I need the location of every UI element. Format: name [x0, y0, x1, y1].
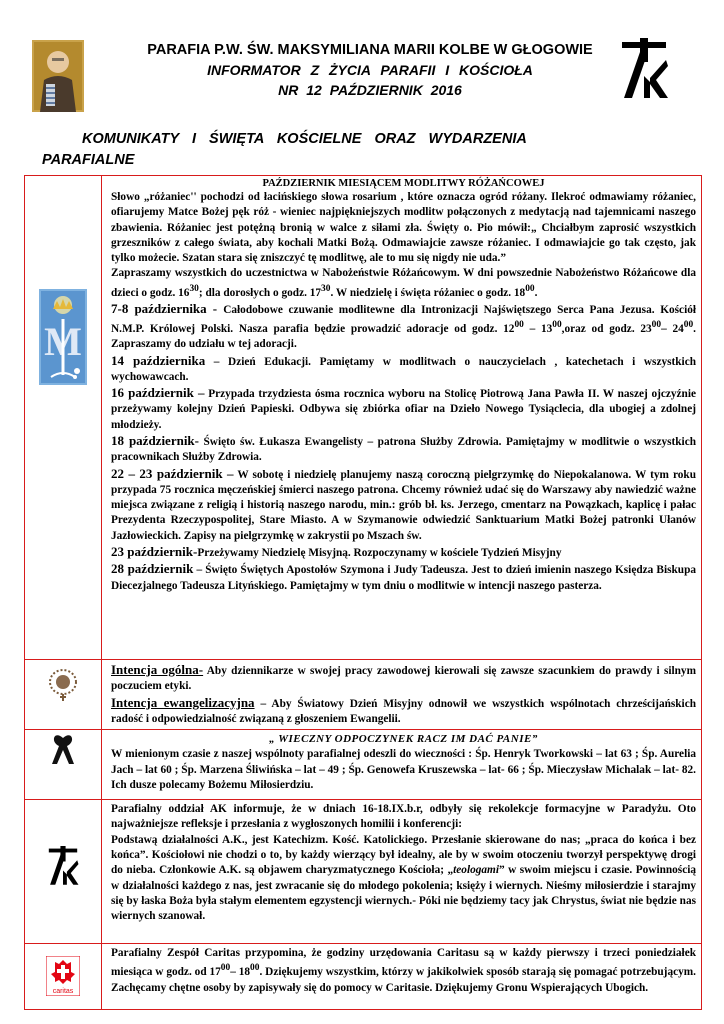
event-adoration: 7-8 października - Całodobowe czuwanie modlitewne dla Intronizacji Najświętszego Serca Pana Jezusa. Kościół N.M.P. Królowej Polski. Nasza parafia będzie prowadzić adoracje od godz. $12^{00}$ – $13^{00},oraz$ od godz. $23^{00}-$ $24^{00}$. Zapraszamy do udziału w tej adoracji. [111, 300, 696, 351]
svg-text:caritas: caritas [52, 988, 74, 996]
ak-content [102, 800, 702, 944]
caritas-logo-icon [25, 956, 101, 996]
rosary-intro: Słowo „różaniec'' pochodzi od łacińskiego słowa rosarium , które oznacza ogród różany. Ilekroć odmawiamy różaniec, ofiarujemy Matce Bożej pęk róż - wieniec najpiękniejszych modlitw połączonych z medytacją nad tajemnicami naszego zbawienia. Różaniec jest potężną bronią w walce z siłami zła. Święty o. Pio mówił:„ Chciałbym zaprosić wszystkich grzeszników z całego świata, aby kochali Matki Bożą. Odmawiajcie zawsze różaniec. I odmawiajcie go tak często, jak tylko możecie. Szatan stara się zniszczyć tę modlitwę, ale to mu się nigdy nie uda.” [111, 191, 696, 265]
intentions-icon-cell [25, 660, 102, 730]
evangelization-intention: Intencja ewangelizacyjna – Aby Światowy Dzień Misyjny odnowił we wszystkich wspólnotach chrześcijańskich radość i odpowiedzialność związaną z głoszeniem Ewangelii. [111, 694, 696, 725]
akcja-katolicka-logo-icon [25, 846, 101, 886]
mourning-content [102, 730, 702, 800]
mourning-row [25, 730, 702, 800]
section-title-continued: PARAFIALNE [42, 152, 135, 168]
section-title: KOMUNIKATY I ŚWIĘTA KOŚCIELNE ORAZ WYDARZENIA [82, 131, 527, 147]
event-st-luke: 18 październik- Święto św. Łukasza Ewangelisty – patrona Służby Zdrowia. Pamiętajmy w modlitwie o wszystkich pracownikach Służby Zdrowia. [111, 432, 696, 464]
caritas-icon-cell [25, 944, 102, 1010]
rosary-row [25, 176, 702, 660]
event-mission-sunday: 23 październik-Przeżywamy Niedzielę Misyjną. Rozpoczynamy w kościele Tydzień Misyjny [111, 544, 562, 560]
ak-announcement: Parafialny oddział AK informuje, że w dniach 16-18.IX.b.r, odbyły się rekolekcje formacyjne w Paradyżu. Oto najważniejsze refleksje i przesłania z wygłoszonych homilii i konferencji: [111, 803, 696, 831]
rosary-invitation: Zapraszamy wszystkich do uczestnictwa w Nabożeństwie Różańcowym. W dni powszednie Nabożeństwo Różańcowe dla dzieci o godz. $16^{30}$; dla dorosłych o godz. $17^{30}$. W niedzielę i święta różaniec o godz. $18^{00}$. [111, 267, 696, 299]
svg-text:M: M [44, 319, 82, 364]
rosary-icon-cell [25, 176, 102, 660]
event-pilgrimage: 22 – 23 październik – W sobotę i niedzielę planujemy naszą coroczną pielgrzymkę do Niepokalanowa. W tym roku przypada 75 rocznica męczeńskiej śmierci naszego patrona. Chcemy również udać się do Warszawy aby nawiedzić ważne miejsca związane z religią i historią naszego narodu, min.: grób bł. ks. Jerzego, cmentarz na Powązkach, kaplicę i pałac Prezydenta Rzeczypospolitej, Stare Miasto. A w Szymanowie odwiedzić Sanktuarium Matki Bożej patronki Ułanów Jazłowieckich. Zapisy na pielgrzymkę w zakrystii po Mszach św. [111, 465, 696, 542]
rosary-icon [25, 666, 101, 702]
newsletter-subtitle: INFORMATOR Z ŻYCIA PARAFII I KOŚCIOŁA [207, 62, 533, 78]
mourning-icon-cell [25, 730, 102, 800]
caritas-row [25, 944, 702, 1010]
event-papal-day: 16 październik – Przypada trzydziesta ósma rocznica wyboru na Stolicę Piotrową Jana Pawła II. W naszej ojczyźnie przeżywamy kolejny Dzień Papieski. Odbywa się zbiórka ofiar na Dzieło Nowego Tysiąclecia, dla ubogiej a zdolnej młodzieży. [111, 385, 696, 431]
mourning-ribbon-icon [25, 732, 101, 766]
intentions-content [102, 660, 702, 730]
ak-row [25, 800, 702, 944]
mourning-text: W mienionym czasie z naszej wspólnoty parafialnej odeszli do wieczności : Śp. Henryk Tworkowski – lat 63 ; Śp. Aurelia Jach – lat 60 ; Śp. Marzena Śliwińska – lat – 49 ; Śp. Genowefa Kruszewska – lat- 66 ; Śp. Mieczysław Michalak – lat- 82. Ich dusze polecamy Bożemu Miłosierdziu. [111, 748, 696, 792]
caritas-content [102, 944, 702, 1010]
rosary-title: PAŹDZIERNIK MIESIĄCEM MODLITWY RÓŻAŃCOWEJ [262, 178, 545, 189]
issue-number: NR 12 PAŹDZIERNIK 2016 [278, 82, 462, 98]
ak-icon-cell [25, 800, 102, 944]
event-education-day: 14 października – Dzień Edukacji. Pamiętamy w modlitwach o nauczycielach , katechetach i wszystkich wychowawcach. [111, 352, 696, 383]
marian-monogram-icon [25, 289, 101, 385]
parish-name: PARAFIA P.W. ŚW. MAKSYMILIANA MARII KOLBE W GŁOGOWIE [147, 42, 593, 58]
intentions-row [25, 660, 702, 730]
mourning-title: „ WIECZNY ODPOCZYNEK RACZ IM DAĆ PANIE” [269, 733, 538, 746]
rosary-content [102, 176, 702, 660]
caritas-text: Parafialny Zespół Caritas przypomina, że godziny urzędowania Caritasu są w każdy pierwszy i trzeci poniedziałek miesiąca w godz. od $17^{00}-$ $18^{00}$. Dziękujemy wszystkim, którzy w jakikolwiek sposób starają się pomagać potrzebującym. Zachęcamy chętne osoby by zapisywały się do pomocy w Caritasie. Dziękujemy Gronu Wspierających Ubogich. [111, 947, 696, 994]
announcements-table [24, 175, 702, 1010]
saint-portrait [32, 40, 84, 112]
event-apostles-feast: 28 październik – Święto Świętych Apostołów Szymona i Judy Tadeusza. Jest to dzień imienin naszego Księdza Biskupa Diecezjalnego Tadeusza Lityńskiego. Pamiętajmy w tym dniu o modlitwie w intencji naszego pasterza. [111, 561, 696, 592]
ak-logo-icon [618, 38, 670, 100]
general-intention: Intencja ogólna- Aby dziennikarze w swojej pracy zawodowej kierowali się zawsze szacunkiem do prawdy i silnym poczuciem etyki. [111, 662, 696, 693]
ak-reflections: Podstawą działalności A.K., jest Katechizm. Kość. Katolickiego. Przesłanie skierowane do nas; „praca do końca i bez końca”. Kościołowi nie chodzi o to, by każdy wierzący był idealny, ale by w swoim otoczeniu tworzył perspektywę drogi do nieba. Członkowie A.K. są objawem charyzmatycznego Kościoła; „teologami” w swoim miejscu i czasie. Powinnością w działalności każdego z nas, jest zwracanie się do młodego pokolenia; księży i wiernych. Nieśmy miłosierdzie i starajmy się by łaska Boża była stałym elementem egzystencji wiernych.- Póki nie będziemy tacy jak Chrystus, świat nie będzie nas wiernych szanował. [111, 833, 697, 923]
